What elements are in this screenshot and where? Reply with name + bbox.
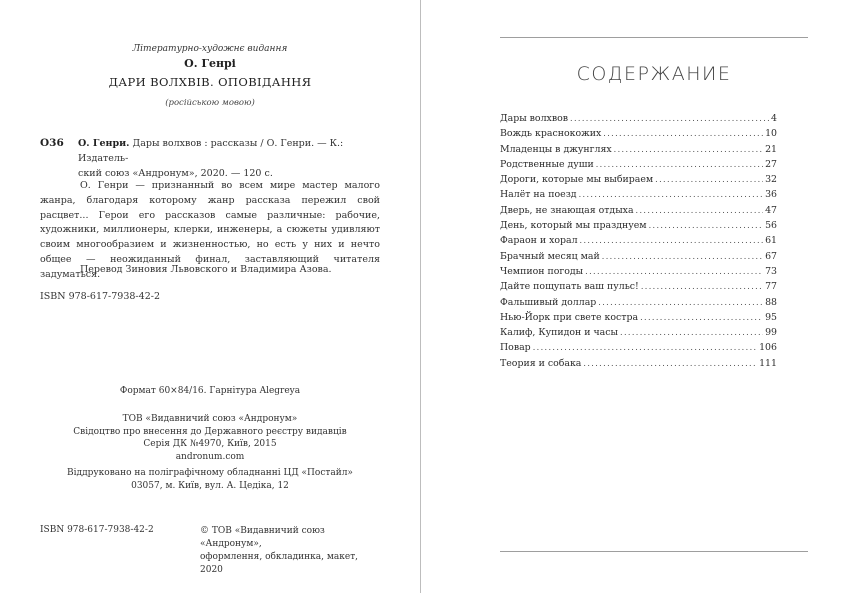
publisher-line: Свідоцтво про внесення до Державного реєстру видавців bbox=[73, 426, 347, 437]
toc-entry[interactable] bbox=[500, 266, 777, 281]
toc-entry[interactable] bbox=[500, 113, 777, 128]
biblio-line-1: Дары волхвов : рассказы / О. Генри. — К.: Издатель- bbox=[78, 138, 344, 164]
toc-entry-page: 47 bbox=[765, 204, 777, 216]
toc-entry-title: Повар bbox=[500, 342, 531, 354]
annotation: О. Генри — признанный во всем мире мастер малого жанра, благодаря которому жанр рассказа пережил свой расцвет... Герои его рассказов самые различные: рабочие, художники, миллионеры, клерки, инженеры, а сюжеты удивляют своим многообразием и жизненностью, но есть у них и нечто общее — неожиданный финал, заставляющий читателя задуматься. bbox=[40, 180, 380, 280]
toc-dot-leader bbox=[596, 160, 763, 169]
contents-heading: СОДЕРЖАНИЕ bbox=[576, 63, 732, 85]
toc-entry[interactable] bbox=[500, 297, 777, 312]
toc-entry-page: 95 bbox=[765, 311, 777, 323]
contents-page bbox=[421, 0, 841, 593]
bibliographic-record bbox=[78, 136, 378, 181]
toc-dot-leader bbox=[583, 359, 757, 368]
toc-dot-leader bbox=[636, 206, 764, 215]
toc-entry-title: Младенцы в джунглях bbox=[500, 143, 612, 155]
isbn-bottom: ISBN 978-617-7938-42-2 bbox=[40, 525, 154, 535]
toc-entry-title: Вождь краснокожих bbox=[500, 128, 602, 140]
toc-dot-leader bbox=[602, 252, 763, 261]
toc-dot-leader bbox=[570, 114, 769, 123]
udc-code: О36 bbox=[40, 137, 64, 149]
biblio-author: О. Генри. bbox=[78, 138, 130, 149]
top-rule bbox=[500, 37, 808, 38]
toc-entry-title: Фальшивый доллар bbox=[500, 296, 597, 308]
table-of-contents bbox=[500, 113, 777, 373]
toc-entry-page: 32 bbox=[765, 174, 777, 186]
translation-credit: Перевод Зиновия Львовского и Владимира Азова. bbox=[80, 264, 332, 275]
toc-entry[interactable] bbox=[500, 174, 777, 189]
toc-entry-title: Дайте пощупать ваш пульс! bbox=[500, 281, 639, 293]
printer-line: 03057, м. Київ, вул. А. Цедіка, 12 bbox=[131, 480, 289, 491]
toc-entry-page: 73 bbox=[765, 265, 777, 277]
toc-entry[interactable] bbox=[500, 327, 777, 342]
toc-entry-title: День, который мы празднуем bbox=[500, 220, 647, 232]
toc-entry[interactable] bbox=[500, 342, 777, 357]
toc-entry-title: Нью-Йорк при свете костра bbox=[500, 311, 639, 323]
toc-entry[interactable] bbox=[500, 281, 777, 296]
toc-entry-title: Родственные души bbox=[500, 158, 594, 170]
toc-entry-page: 36 bbox=[765, 189, 777, 201]
toc-entry[interactable] bbox=[500, 159, 777, 174]
toc-dot-leader bbox=[614, 145, 763, 154]
toc-dot-leader bbox=[533, 343, 757, 352]
toc-entry-page: 88 bbox=[765, 296, 777, 308]
book-author: О. Генрі bbox=[184, 57, 236, 70]
toc-entry-page: 10 bbox=[765, 128, 777, 140]
toc-dot-leader bbox=[655, 175, 763, 184]
book-title: ДАРИ ВОЛХВІВ. ОПОВІДАННЯ bbox=[108, 75, 312, 89]
toc-entry-page: 56 bbox=[765, 220, 777, 232]
toc-dot-leader bbox=[640, 313, 763, 322]
toc-entry-page: 77 bbox=[765, 281, 777, 293]
toc-dot-leader bbox=[580, 236, 764, 245]
toc-entry-page: 27 bbox=[765, 158, 777, 170]
toc-entry-page: 106 bbox=[759, 342, 777, 354]
toc-entry-page: 111 bbox=[759, 357, 777, 369]
toc-dot-leader bbox=[598, 298, 763, 307]
toc-dot-leader bbox=[579, 190, 763, 199]
format-line: Формат 60×84/16. Гарнітура Alegreya bbox=[119, 386, 301, 396]
toc-entry-page: 21 bbox=[765, 143, 777, 155]
toc-dot-leader bbox=[641, 282, 763, 291]
bottom-rule bbox=[500, 551, 808, 552]
toc-entry-title: Теория и собака bbox=[500, 357, 582, 369]
toc-entry-title: Калиф, Купидон и часы bbox=[500, 327, 618, 339]
toc-entry[interactable] bbox=[500, 358, 777, 373]
toc-entry-title: Фараон и хорал bbox=[500, 235, 578, 247]
publisher-line: ТОВ «Видавничий союз «Андронум» bbox=[122, 414, 298, 424]
toc-entry-title: Дверь, не знающая отдыха bbox=[500, 204, 634, 216]
copyright-line: оформлення, обкладинка, макет, 2020 bbox=[200, 552, 359, 575]
toc-entry-page: 61 bbox=[765, 235, 777, 247]
publisher-block bbox=[0, 413, 420, 463]
toc-entry[interactable] bbox=[500, 312, 777, 327]
copyright-line: © ТОВ «Видавничий союз «Андронум», bbox=[200, 526, 325, 549]
toc-entry[interactable] bbox=[500, 251, 777, 266]
publisher-line: Серія ДК №4970, Київ, 2015 bbox=[143, 439, 277, 449]
toc-entry-page: 99 bbox=[765, 327, 777, 339]
toc-entry[interactable] bbox=[500, 235, 777, 250]
imprint-page bbox=[0, 0, 420, 593]
toc-entry-title: Налёт на поезд bbox=[500, 189, 577, 201]
copyright-notice bbox=[200, 525, 380, 577]
toc-entry[interactable] bbox=[500, 144, 777, 159]
toc-entry-title: Чемпион погоды bbox=[500, 265, 584, 277]
series-label: Літературно-художнє видання bbox=[132, 44, 288, 54]
toc-dot-leader bbox=[585, 267, 763, 276]
biblio-line-2: ский союз «Андронум», 2020. — 120 с. bbox=[78, 168, 273, 179]
publisher-line: andronum.com bbox=[175, 451, 245, 462]
toc-entry-title: Дары волхвов bbox=[500, 113, 569, 124]
printer-line: Віддруковано на поліграфічному обладнанні ЦД «Постайл» bbox=[67, 468, 353, 478]
toc-entry-page: 4 bbox=[771, 113, 777, 124]
toc-entry[interactable] bbox=[500, 128, 777, 143]
toc-entry-title: Брачный месяц май bbox=[500, 250, 600, 262]
toc-entry-title: Дороги, которые мы выбираем bbox=[500, 174, 654, 186]
toc-entry[interactable] bbox=[500, 220, 777, 235]
printer-block bbox=[0, 467, 420, 492]
toc-entry-page: 67 bbox=[765, 250, 777, 262]
language-note: (російською мовою) bbox=[165, 98, 255, 108]
toc-dot-leader bbox=[649, 221, 763, 230]
toc-dot-leader bbox=[620, 328, 763, 337]
isbn-top: ISBN 978-617-7938-42-2 bbox=[40, 291, 160, 302]
toc-entry[interactable] bbox=[500, 189, 777, 204]
toc-dot-leader bbox=[603, 129, 763, 138]
toc-entry[interactable] bbox=[500, 205, 777, 220]
